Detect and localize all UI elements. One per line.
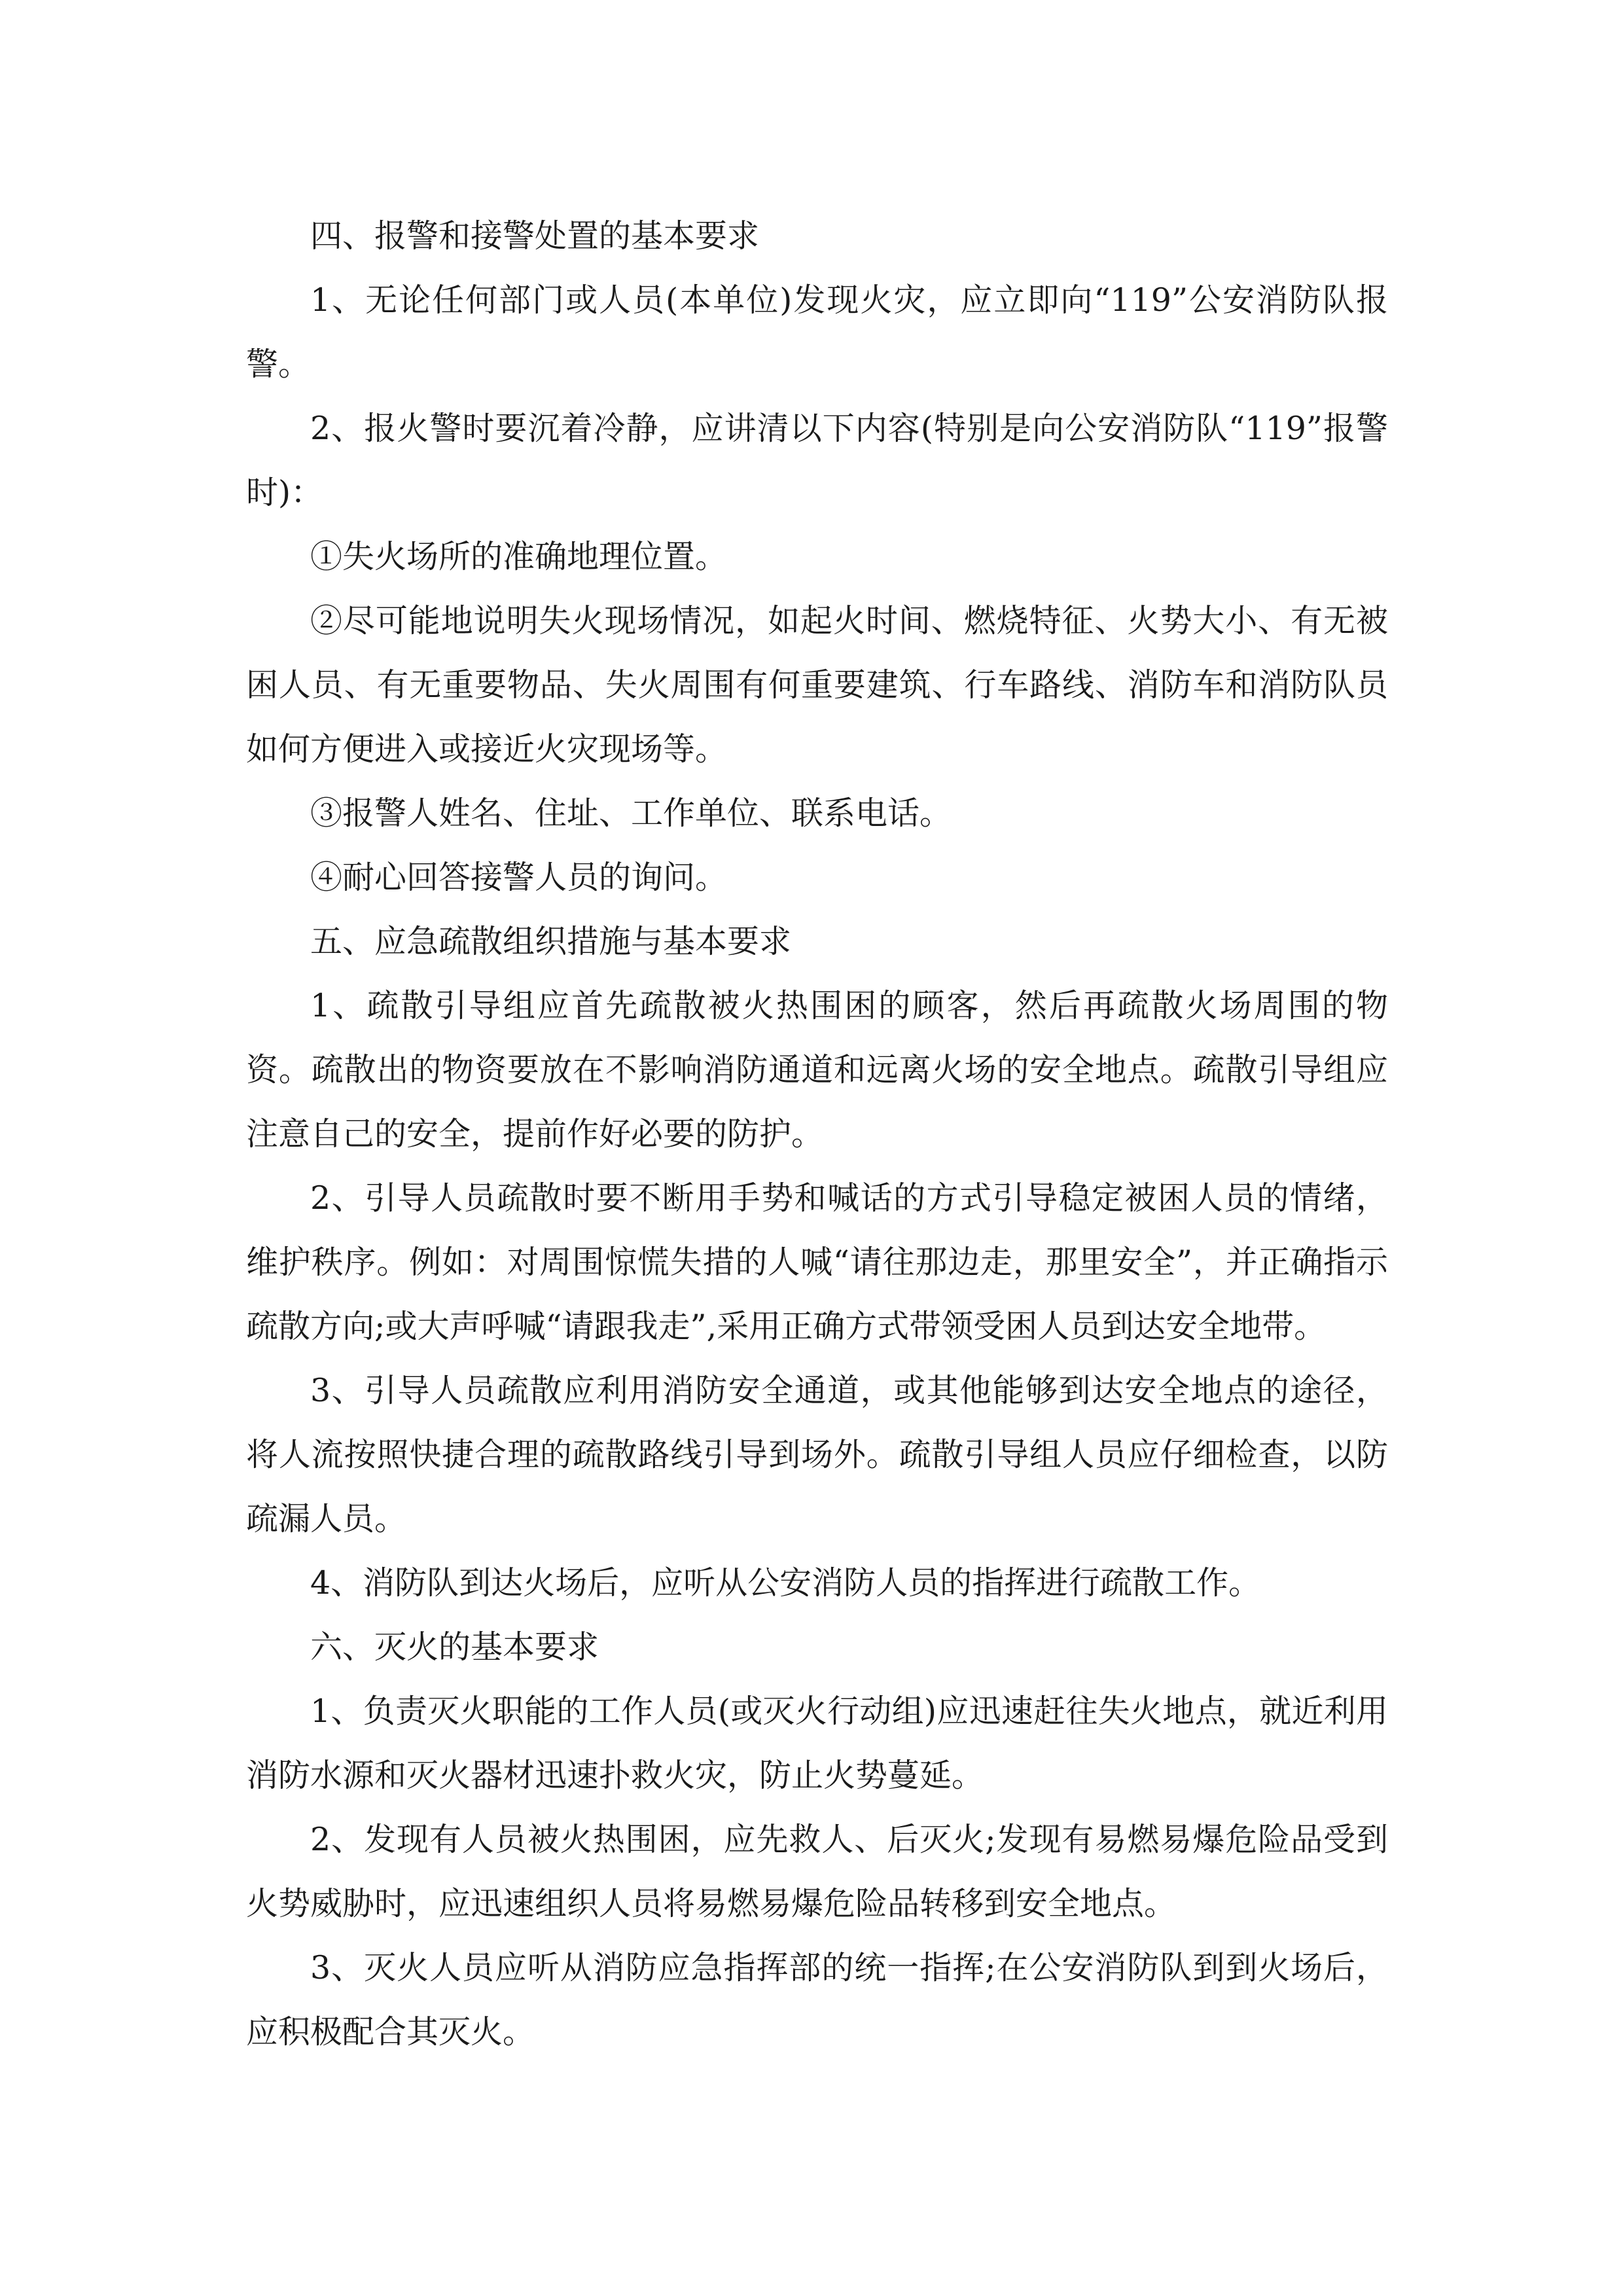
list-item-answer: ④耐心回答接警人员的询问。 <box>310 859 728 896</box>
paragraph-evacuation-3: 3、引导人员疏散应利用消防安全通道，或其他能够到达安全地点的途径，将人流按照快捷合理的疏散路线引导到场外。疏散引导组人员应仔细检查，以防疏漏人员。 <box>246 1372 1388 1537</box>
paragraph-firefighting-2: 2、发现有人员被火热围困，应先救人、后灭火;发现有易燃易爆危险品受到火势威胁时，应迅速组织人员将易燃易爆危险品转移到安全地点。 <box>246 1821 1388 1922</box>
paragraph-evacuation-1: 1、疏散引导组应首先疏散被火热围困的顾客，然后再疏散火场周围的物资。疏散出的物资要放在不影响消防通道和远离火场的安全地点。疏散引导组应注意自己的安全，提前作好必要的防护。 <box>246 987 1388 1153</box>
section-heading-alarm: 四、报警和接警处置的基本要求 <box>310 217 760 255</box>
paragraph-alarm-1: 1、无论任何部门或人员(本单位)发现火灾，应立即向“119”公安消防队报警。 <box>246 281 1388 383</box>
paragraph-firefighting-1: 1、负责灭火职能的工作人员(或灭火行动组)应迅速赶往失火地点，就近利用消防水源和灭火器材迅速扑救火灾，防止火势蔓延。 <box>246 1693 1388 1794</box>
document-body <box>246 204 1388 2064</box>
list-item-location: ①失火场所的准确地理位置。 <box>310 538 728 575</box>
paragraph-evacuation-2: 2、引导人员疏散时要不断用手势和喊话的方式引导稳定被困人员的情绪，维护秩序。例如：对周围惊慌失措的人喊“请往那边走，那里安全”，并正确指示疏散方向;或大声呼喊“请跟我走”,采用正确方式带领受困人员到达安全地带。 <box>246 1179 1388 1345</box>
paragraph-firefighting-3: 3、灭火人员应听从消防应急指挥部的统一指挥;在公安消防队到到火场后，应积极配合其灭火。 <box>246 1949 1388 2051</box>
section-heading-evacuation: 五、应急疏散组织措施与基本要求 <box>310 923 792 960</box>
list-item-reporter: ③报警人姓名、住址、工作单位、联系电话。 <box>310 795 952 832</box>
section-heading-firefighting: 六、灭火的基本要求 <box>310 1628 599 1666</box>
paragraph-evacuation-4: 4、消防队到达火场后，应听从公安消防人员的指挥进行疏散工作。 <box>310 1564 1261 1602</box>
paragraph-alarm-2: 2、报火警时要沉着冷静，应讲清以下内容(特别是向公安消防队“119”报警时)： <box>246 410 1388 511</box>
list-item-situation: ②尽可能地说明失火现场情况，如起火时间、燃烧特征、火势大小、有无被困人员、有无重要物品、失火周围有何重要建筑、行车路线、消防车和消防队员如何方便进入或接近火灾现场等。 <box>246 602 1388 768</box>
